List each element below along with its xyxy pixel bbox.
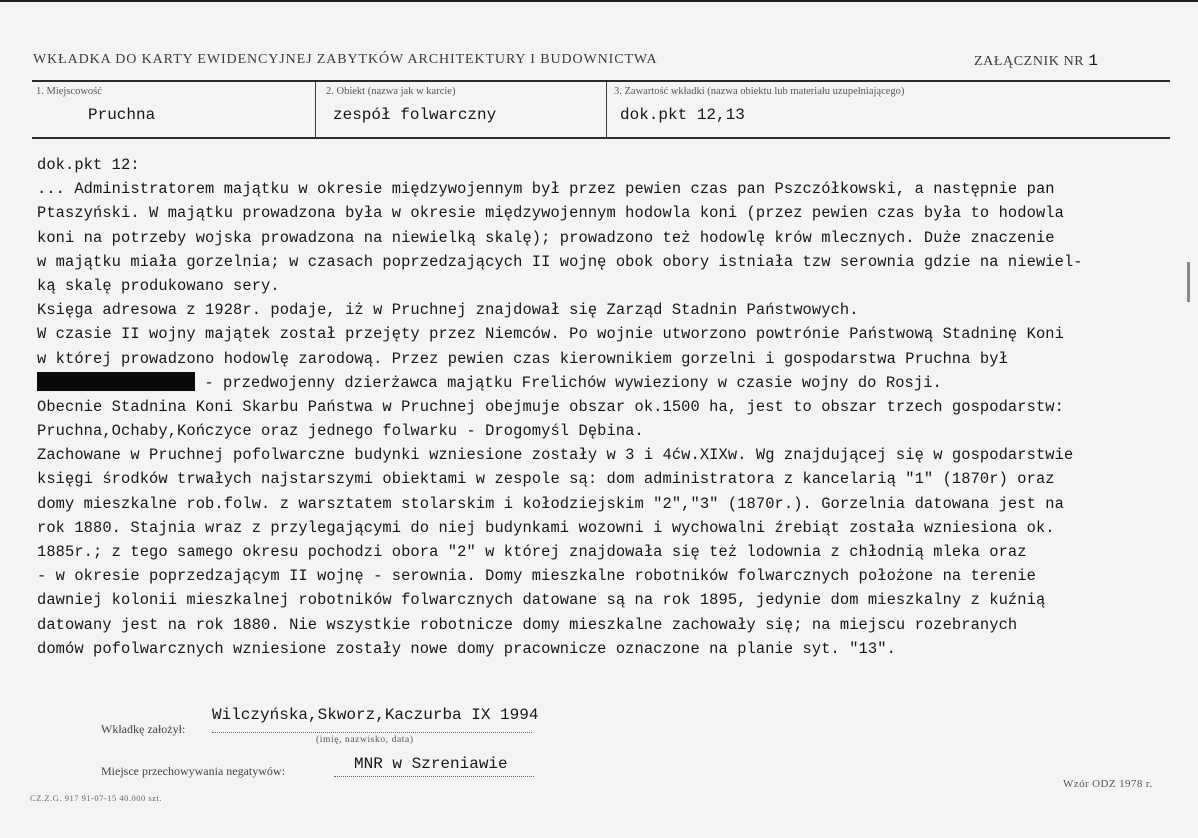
text-line: Zachowane w Pruchnej pofolwarczne budynki wzniesione zostały w 3 i 4ćw.XIXw. Wg znajdującej się w gospodarstwie bbox=[37, 446, 1074, 465]
founder-hint: (imię, nazwisko, data) bbox=[316, 735, 414, 745]
text-line: 1885r.; z tego samego okresu pochodzi obora "2" w której znajdowała się też lodownia z chłodnią mleka oraz bbox=[37, 543, 1027, 561]
object-value: zespół folwarczny bbox=[333, 106, 497, 124]
founder-value: Wilczyńska,Skworz,Kaczurba IX 1994 bbox=[212, 706, 539, 724]
header-rule-bottom bbox=[32, 137, 1170, 139]
object-label: 2. Obiekt (nazwa jak w karcie) bbox=[326, 86, 456, 97]
text-line-redacted bbox=[37, 371, 1177, 395]
storage-label: Miejsce przechowywania negatywów: bbox=[101, 764, 285, 778]
text-line: koni na potrzeby wojska prowadzona na niewielką skalę); prowadzono też hodowlę krów mlecznych. Duże znaczenie bbox=[37, 228, 1055, 247]
field-divider-2 bbox=[606, 82, 607, 137]
text-line: dok.pkt 12: bbox=[37, 156, 140, 174]
text-line: księgi środków trwałych najstarszymi obiektami w zespole są: dom administratora z kancelarią "1" (1870r) oraz bbox=[37, 470, 1055, 489]
text-line: datowany jest na rok 1880. Nie wszystkie robotnicze domy mieszkalne zachowały się; na miejscu rozebranych bbox=[37, 615, 1018, 634]
text-line: ... Administratorem majątku w okresie międzywojennym był przez pewien czas pan Pszczółkowski, a następnie pan bbox=[37, 180, 1055, 199]
text-line: - w okresie poprzedzającym II wojnę - serownia. Domy mieszkalne robotników folwarcznych położone na terenie bbox=[37, 567, 1036, 586]
content-label: 3. Zawartość wkładki (nazwa obiektu lub materiału uzupełniającego) bbox=[614, 86, 905, 97]
redaction-bar bbox=[37, 372, 195, 391]
annex-heading bbox=[974, 52, 1099, 70]
text-line: ką skalę produkowano sery. bbox=[37, 276, 280, 295]
print-code: CZ.Z.G. 917 91-07-15 40.000 szt. bbox=[30, 793, 162, 803]
annex-number: 1 bbox=[1088, 52, 1099, 70]
template-mark: Wzór ODZ 1978 r. bbox=[1063, 778, 1153, 790]
locality-value: Pruchna bbox=[88, 106, 156, 124]
field-divider-1 bbox=[315, 82, 316, 137]
header-rule-top bbox=[32, 80, 1170, 82]
storage-underline bbox=[334, 776, 534, 777]
text-line: Księga adresowa z 1928r. podaje, iż w Pruchnej znajdował się Zarząd Stadnin Państwowych. bbox=[37, 301, 859, 320]
text-line: Ptaszyński. W majątku prowadzona była w okresie międzywojennym hodowla koni (przez pewien czas była to hodowla bbox=[37, 204, 1064, 223]
form-title: WKŁADKA DO KARTY EWIDENCYJNEJ ZABYTKÓW ARCHITEKTURY I BUDOWNICTWA bbox=[33, 52, 658, 67]
text-line: domy mieszkalne rob.folw. z warsztatem stolarskim i kołodziejskim "2","3" (1870r.). Gorzelnia datowana jest na bbox=[37, 494, 1064, 513]
locality-label: 1. Miejscowość bbox=[36, 86, 102, 97]
text-line: w majątku miała gorzelnia; w czasach poprzedzających II wojnę obok obory istniała tzw serownia gdzie na niewiel- bbox=[37, 252, 1083, 271]
text-line: w której prowadzono hodowlę zarodową. Przez pewien czas kierownikiem gorzelni i gospodarstwa Pruchna był bbox=[37, 349, 1008, 368]
text-line: Obecnie Stadnina Koni Skarbu Państwa w Pruchnej obejmuje obszar ok.1500 ha, jest to obszar trzech gospodarstw: bbox=[37, 397, 1064, 416]
storage-value: MNR w Szreniawie bbox=[354, 755, 508, 773]
founder-underline bbox=[212, 732, 532, 733]
text-line: W czasie II wojny majątek został przejęty przez Niemców. Po wojnie utworzono powtrónie Państwową Stadninę Koni bbox=[37, 325, 1064, 344]
text-line: dawniej kolonii mieszkalnej robotników folwarcznych datowane są na rok 1895, jedynie dom mieszkalny z kuźnią bbox=[37, 591, 1046, 610]
annex-label: ZAŁĄCZNIK NR bbox=[974, 54, 1085, 69]
content-value: dok.pkt 12,13 bbox=[620, 106, 745, 124]
text-line-rest: - przedwojenny dzierżawca majątku Frelichów wywieziony w czasie wojny do Rosji. bbox=[195, 373, 942, 392]
text-line: rok 1880. Stajnia wraz z przylegającymi do niej budynkami wozowni i wychowalni źrebiąt została wzniesiona ok. bbox=[37, 518, 1055, 537]
scan-edge-mark bbox=[1187, 262, 1190, 302]
text-line: domów pofolwarcznych wzniesione zostały nowe domy pracownicze oznaczone na planie syt. "13". bbox=[37, 639, 896, 658]
founder-label: Wkładkę założył: bbox=[101, 722, 186, 736]
text-line: Pruchna,Ochaby,Kończyce oraz jednego folwarku - Drogomyśl Dębina. bbox=[37, 422, 644, 441]
typed-text-body bbox=[37, 153, 1177, 661]
